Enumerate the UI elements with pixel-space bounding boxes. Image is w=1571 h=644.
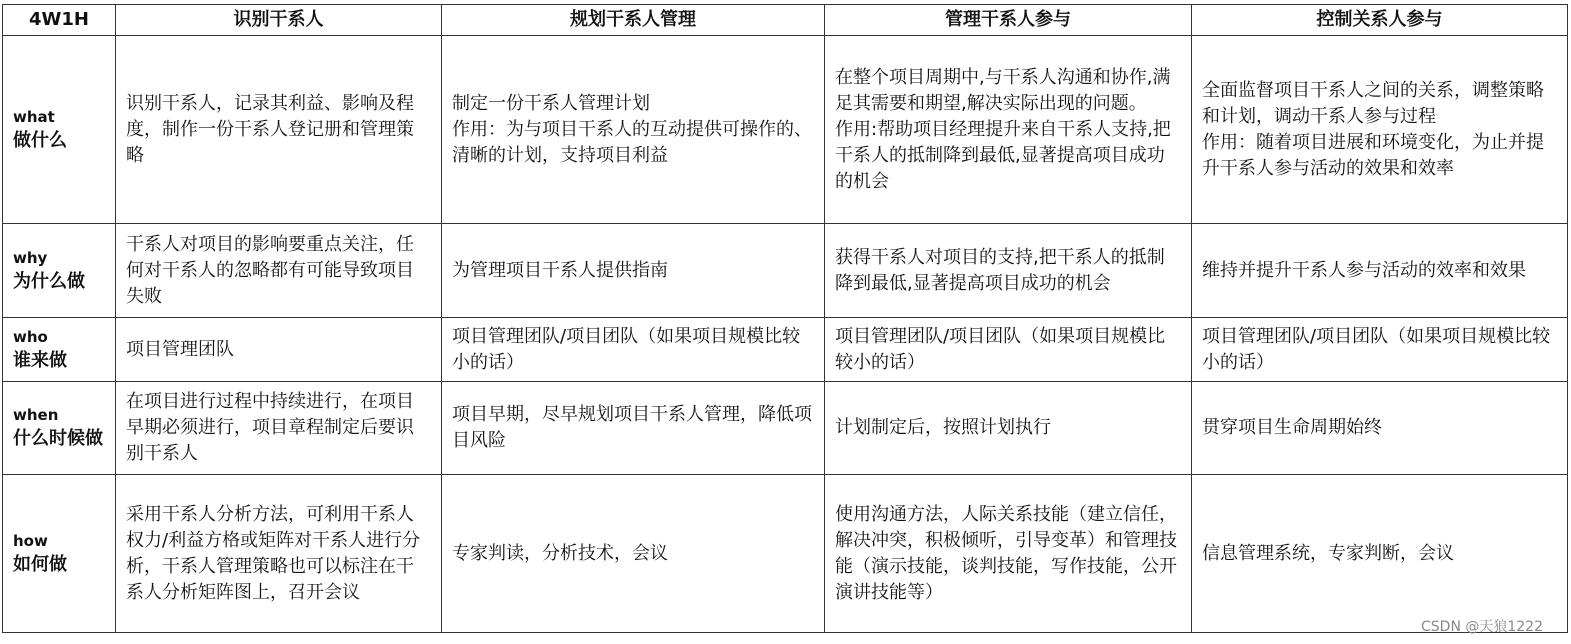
cell xyxy=(442,318,825,382)
cell-text: 作用：为与项目干系人的互动提供可操作的、清晰的计划，支持项目利益 xyxy=(452,118,812,166)
cell xyxy=(1192,475,1568,633)
row-head-en: what xyxy=(13,107,55,126)
row-head-how xyxy=(3,475,116,633)
cell xyxy=(1192,36,1568,224)
4w1h-table xyxy=(2,4,1568,633)
table-row xyxy=(3,382,1568,475)
cell-text: 全面监督项目干系人之间的关系，调整策略和计划，调动干系人参与过程 xyxy=(1202,79,1544,127)
cell-text: 维持并提升干系人参与活动的效率和效果 xyxy=(1202,259,1526,281)
watermark: CSDN @天狼1222 xyxy=(1421,619,1543,635)
cell-text: 项目管理团队/项目团队（如果项目规模比较小的话） xyxy=(452,325,801,373)
table-row xyxy=(3,36,1568,224)
cell-text: 制定一份干系人管理计划 xyxy=(452,92,650,114)
cell xyxy=(825,36,1192,224)
cell xyxy=(1192,318,1568,382)
table-row xyxy=(3,318,1568,382)
header-row xyxy=(3,5,1568,36)
cell-text: 获得干系人对项目的支持,把干系人的抵制降到最低,显著提高项目成功的机会 xyxy=(835,246,1165,294)
row-head-en: why xyxy=(13,248,48,267)
header-identify: 识别干系人 xyxy=(116,5,442,36)
row-head-en: who xyxy=(13,327,48,346)
row-head-who xyxy=(3,318,116,382)
row-head-when xyxy=(3,382,116,475)
cell-text: 在项目进行过程中持续进行，在项目早期必须进行，项目章程制定后要识别干系人 xyxy=(126,391,414,464)
table-row xyxy=(3,224,1568,318)
cell-text: 项目管理团队 xyxy=(126,338,234,360)
cell-text: 作用:帮助项目经理提升来自干系人支持,把干系人的抵制降到最低,显著提高项目成功的机会 xyxy=(835,118,1171,192)
row-head-what xyxy=(3,36,116,224)
row-head-zh: 为什么做 xyxy=(13,270,85,292)
cell xyxy=(825,382,1192,475)
cell xyxy=(825,475,1192,633)
cell-text: 作用：随着项目进展和环境变化，为止并提升干系人参与活动的效果和效率 xyxy=(1202,131,1544,179)
cell-text: 干系人对项目的影响要重点关注，任何对干系人的忽略都有可能导致项目失败 xyxy=(126,233,414,307)
cell xyxy=(1192,382,1568,475)
row-head-zh: 做什么 xyxy=(13,129,67,151)
cell xyxy=(442,224,825,318)
cell xyxy=(116,224,442,318)
row-head-zh: 如何做 xyxy=(13,553,67,575)
cell xyxy=(442,36,825,224)
cell xyxy=(442,382,825,475)
cell-text: 项目早期，尽早规划项目干系人管理，降低项目风险 xyxy=(452,404,812,451)
header-plan: 规划干系人管理 xyxy=(442,5,825,36)
table-row xyxy=(3,475,1568,633)
cell-text: 专家判读，分析技术，会议 xyxy=(452,542,668,564)
cell xyxy=(442,475,825,633)
row-head-en: when xyxy=(13,406,59,424)
cell xyxy=(116,382,442,475)
cell-text: 在整个项目周期中,与干系人沟通和协作,满足其需要和期望,解决实际出现的问题。 xyxy=(835,66,1171,114)
cell-text: 项目管理团队/项目团队（如果项目规模比较小的话） xyxy=(1202,325,1551,373)
cell-text: 贯穿项目生命周期始终 xyxy=(1202,417,1382,438)
cell-text: 项目管理团队/项目团队（如果项目规模比较小的话） xyxy=(835,325,1166,373)
header-manage: 管理干系人参与 xyxy=(825,5,1192,36)
cell xyxy=(116,36,442,224)
cell-text: 使用沟通方法，人际关系技能（建立信任，解决冲突，积极倾听，引导变革）和管理技能（演示技能，谈判技能，写作技能，公开演讲技能等） xyxy=(835,503,1177,603)
cell xyxy=(116,475,442,633)
cell-text: 采用干系人分析方法，可利用干系人权力/利益方格或矩阵对干系人进行分析，干系人管理策略也可以标注在干系人分析矩阵图上，召开会议 xyxy=(126,503,421,603)
cell xyxy=(825,318,1192,382)
header-corner: 4W1H xyxy=(3,5,116,36)
cell xyxy=(116,318,442,382)
cell-text: 识别干系人，记录其利益、影响及程度，制作一份干系人登记册和管理策略 xyxy=(126,92,414,166)
cell-text: 信息管理系统，专家判断，会议 xyxy=(1202,542,1454,564)
row-head-zh: 谁来做 xyxy=(13,349,67,371)
cell xyxy=(1192,224,1568,318)
cell xyxy=(825,224,1192,318)
row-head-en: how xyxy=(13,531,48,550)
cell-text: 为管理项目干系人提供指南 xyxy=(452,259,668,281)
row-head-why xyxy=(3,224,116,318)
header-control: 控制关系人参与 xyxy=(1192,5,1568,36)
row-head-zh: 什么时候做 xyxy=(13,428,103,449)
cell-text: 计划制定后，按照计划执行 xyxy=(835,417,1051,438)
